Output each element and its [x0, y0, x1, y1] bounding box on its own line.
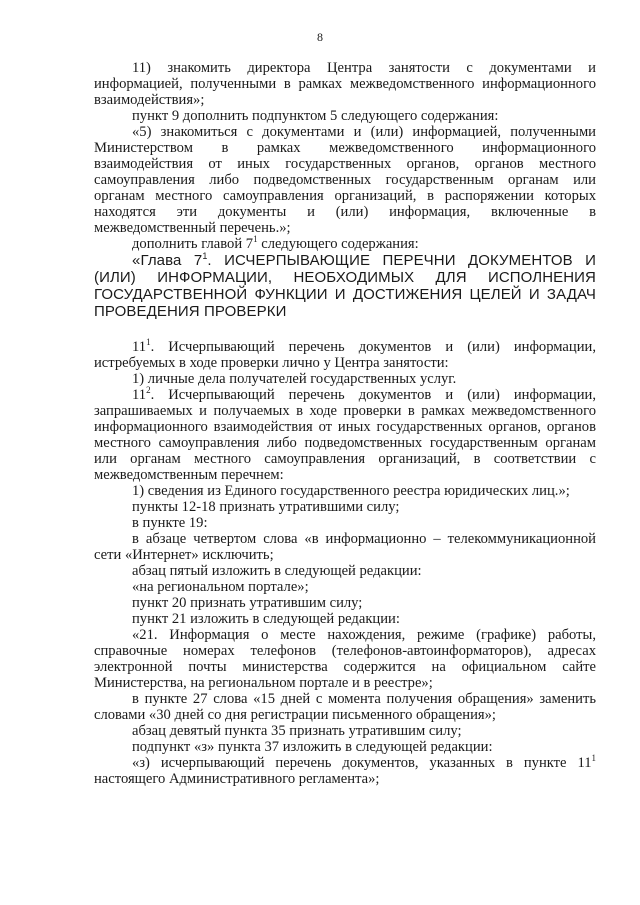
- paragraph-point-35: абзац девятый пункта 35 признать утратившим силу;: [132, 723, 462, 739]
- text-fragment: «Глава 7: [132, 252, 203, 269]
- paragraph-11-2: [94, 387, 596, 483]
- paragraph-item-11: 11) знакомить директора Центра занятости с документами и информацией, полученными в рамках межведомственного информационного взаимодействия»;: [94, 60, 596, 108]
- paragraph-regional-portal: «на региональном портале»;: [132, 579, 309, 595]
- text-fragment: «з) исчерпывающий перечень документов, указанных в пункте 11: [132, 755, 592, 771]
- chapter-heading: [94, 252, 596, 320]
- paragraph-points-12-18: пункты 12-18 признать утратившими силу;: [132, 499, 400, 515]
- paragraph-point-27: в пункте 27 слова «15 дней с момента получения обращения» заменить словами «30 дней со дня регистрации письменного обращения»;: [94, 691, 596, 723]
- page-number: 8: [317, 30, 323, 44]
- paragraph-add-chapter: [94, 236, 596, 252]
- document-body: [94, 60, 596, 787]
- paragraph-fourth-abzac: в абзаце четвертом слова «в информационно – телекоммуникационной сети «Интернет» исключить;: [94, 531, 596, 563]
- paragraph-point-21: пункт 21 изложить в следующей редакции:: [132, 611, 400, 627]
- text-fragment: . ИСЧЕРПЫВАЮЩИЕ ПЕРЕЧНИ ДОКУМЕНТОВ И (ИЛИ) ИНФОРМАЦИИ, НЕОБХОДИМЫХ ДЛЯ ИСПОЛНЕНИЯ ГОСУДАРСТВЕННОЙ ФУНКЦИИ И ДОСТИЖЕНИЯ ЦЕЛЕЙ И ЗАДАЧ ПРОВЕДЕНИЯ ПРОВЕРКИ: [94, 252, 597, 320]
- text-fragment: . Исчерпывающий перечень документов и (или) информации, истребуемых в ходе проверки лично у Центра занятости:: [94, 339, 596, 371]
- text-fragment: . Исчерпывающий перечень документов и (или) информации, запрашиваемых и получаемых в ходе проверки в рамках межведомственного информационного взаимодействия от иных государственных органов, органов местного самоуправления либо подведомственных государственным органам или органам местного самоуправления организаций, в соответствии с межведомственным перечнем:: [94, 387, 596, 483]
- text-fragment: следующего содержания:: [257, 236, 419, 252]
- paragraph-subpoint-5: «5) знакомиться с документами и (или) информацией, полученными Министерством в рамках межведомственного информационного взаимодействия от иных государственных органов, органов местного самоуправления либо подведомственных государственным органам или органам местного самоуправления организаций, в распоряжении которых находятся эти документы и (или) информация, включенные в межведомственный перечень.»;: [94, 124, 596, 236]
- paragraph-point-21-text: «21. Информация о месте нахождения, режиме (графике) работы, справочные номерах телефонов (телефонов-автоинформаторов), адресах электронной почты министерства содержится на официальном сайте Министерства, на региональном портале и в реестре»;: [94, 627, 596, 691]
- paragraph-point-37: подпункт «з» пункта 37 изложить в следующей редакции:: [132, 739, 493, 755]
- superscript: 1: [146, 337, 151, 348]
- text-fragment: настоящего Административного регламента»;: [94, 771, 380, 787]
- blank-line: [94, 320, 596, 339]
- item-number: 11: [132, 387, 147, 403]
- paragraph-point-19: в пункте 19:: [132, 515, 208, 531]
- superscript: 1: [591, 753, 596, 764]
- paragraph-amend-point-9: пункт 9 дополнить подпунктом 5 следующего содержания:: [132, 108, 499, 124]
- item-number: 11: [132, 339, 147, 355]
- superscript: 1: [202, 251, 208, 261]
- text-fragment: дополнить главой 7: [132, 236, 254, 252]
- paragraph-fifth-abzac: абзац пятый изложить в следующей редакции:: [132, 563, 422, 579]
- paragraph-point-20: пункт 20 признать утратившим силу;: [132, 595, 363, 611]
- paragraph-personal-files: 1) личные дела получателей государственных услуг.: [132, 371, 457, 387]
- superscript: 1: [253, 234, 258, 245]
- paragraph-subpoint-z: [94, 755, 596, 787]
- paragraph-registry-info: 1) сведения из Единого государственного реестра юридических лиц.»;: [132, 483, 570, 499]
- superscript: 2: [146, 385, 151, 396]
- paragraph-11-1: [94, 339, 596, 371]
